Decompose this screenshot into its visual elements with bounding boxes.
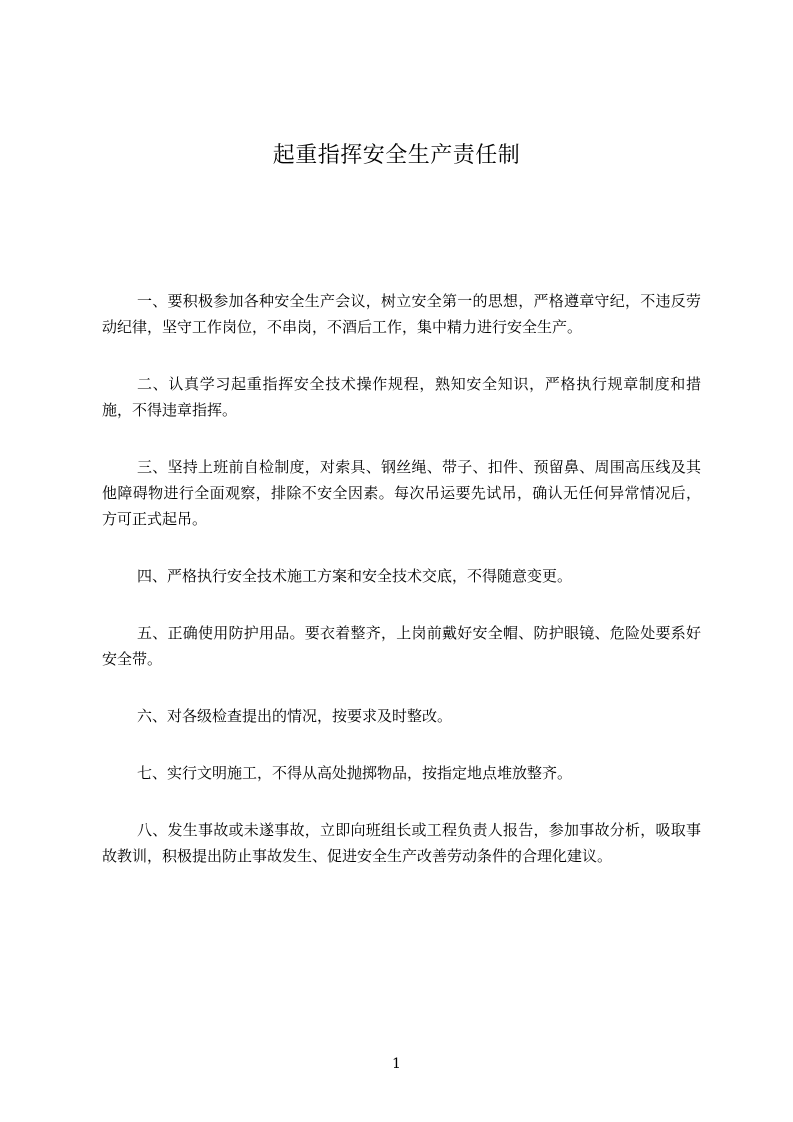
clause-3: 三、坚持上班前自检制度，对索具、钢丝绳、带子、扣件、预留鼻、周围高压线及其他障碍物进行全面观察，排除不安全因素。每次吊运要先试吊，确认无任何异常情况后，方可正式起吊。 [102,458,701,528]
clause-5: 五、正确使用防护用品。要衣着整齐，上岗前戴好安全帽、防护眼镜、危险处要系好安全带。 [102,624,701,668]
clause-4: 四、严格执行安全技术施工方案和安全技术交底，不得随意变更。 [137,567,573,585]
page-number: 1 [392,1056,401,1072]
clause-8: 八、发生事故或未遂事故，立即向班组长或工程负责人报告，参加事故分析，吸取事故教训，积极提出防止事故发生、促进安全生产改善劳动条件的合理化建议。 [102,821,701,865]
clause-7: 七、实行文明施工，不得从高处抛掷物品，按指定地点堆放整齐。 [137,764,573,782]
clause-2: 二、认真学习起重指挥安全技术操作规程，熟知安全知识，严格执行规章制度和措施，不得违章指挥。 [102,375,701,419]
clause-list [102,288,701,900]
document-title: 起重指挥安全生产责任制 [272,143,521,168]
clause-6: 六、对各级检查提出的情况，按要求及时整改。 [137,707,453,725]
clause-1: 一、要积极参加各种安全生产会议，树立安全第一的思想，严格遵章守纪，不违反劳动纪律，坚守工作岗位，不串岗，不酒后工作，集中精力进行安全生产。 [102,292,701,336]
